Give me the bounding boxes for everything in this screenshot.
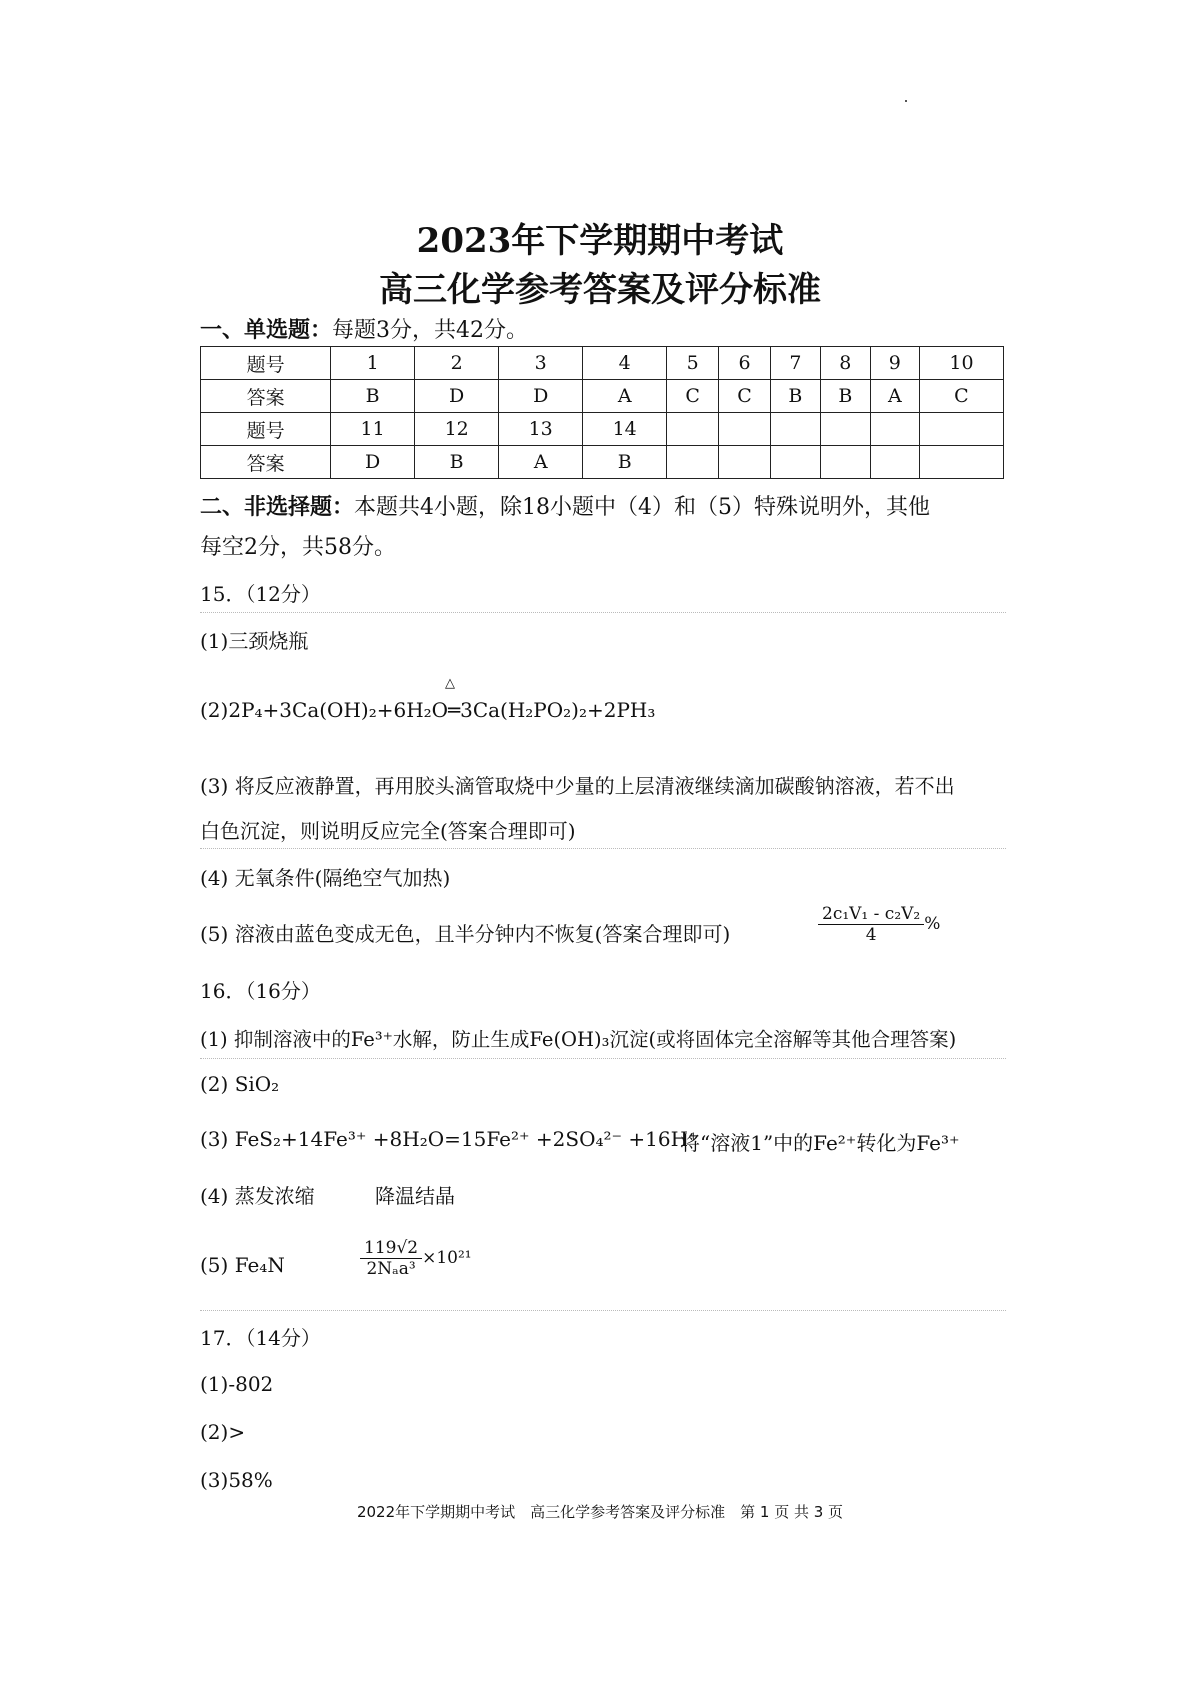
divider bbox=[200, 1310, 1006, 1311]
table-cell: 2 bbox=[415, 347, 499, 380]
table-cell: D bbox=[499, 380, 583, 413]
fraction bbox=[818, 904, 924, 945]
q15-answer-5: (5) 溶液由蓝色变成无色，且半分钟内不恢复(答案合理即可) bbox=[200, 922, 731, 946]
fraction-denominator: 2Nₐa³ bbox=[366, 1259, 416, 1279]
fraction-numerator: 2c₁V₁ - c₂V₂ bbox=[818, 904, 924, 925]
table-cell: B bbox=[583, 446, 667, 479]
row-header-cell: 答案 bbox=[201, 380, 331, 413]
table-cell bbox=[667, 413, 719, 446]
q16-answer-1: (1) 抑制溶液中的Fe³⁺水解，防止生成Fe(OH)₃沉淀(或将固体完全溶解等其他合理答案) bbox=[200, 1028, 957, 1051]
table-cell: 4 bbox=[583, 347, 667, 380]
table-cell bbox=[719, 413, 771, 446]
section2-heading bbox=[200, 490, 930, 521]
table-cell bbox=[919, 446, 1003, 479]
q16-answer-4b: 降温结晶 bbox=[375, 1184, 455, 1208]
table-cell: 3 bbox=[499, 347, 583, 380]
table-cell bbox=[770, 413, 820, 446]
table-cell bbox=[770, 446, 820, 479]
q16-answer-3-equation: (3) FeS₂+14Fe³⁺ +8H₂O=15Fe²⁺ +2SO₄²⁻ +16H⁺ bbox=[200, 1127, 699, 1151]
q15-answer-2-prefix: (2) bbox=[200, 698, 229, 722]
divider bbox=[200, 1058, 1006, 1059]
q16-answer-2: (2) SiO₂ bbox=[200, 1072, 280, 1096]
q15-answer-4: (4) 无氧条件(隔绝空气加热) bbox=[200, 866, 451, 890]
page-subtitle: 高三化学参考答案及评分标准 bbox=[379, 270, 821, 310]
q16-header: 16．（16分） bbox=[200, 979, 321, 1003]
table-cell: 9 bbox=[870, 347, 919, 380]
table-cell: C bbox=[667, 380, 719, 413]
table-cell: 11 bbox=[331, 413, 415, 446]
divider bbox=[200, 848, 1006, 849]
table-cell bbox=[919, 413, 1003, 446]
q15-formula bbox=[818, 904, 940, 945]
table-cell: B bbox=[415, 446, 499, 479]
answer-table bbox=[200, 346, 1004, 479]
q16-answer-5: (5) Fe₄N bbox=[200, 1253, 285, 1277]
page-footer: 2022年下学期期中考试 高三化学参考答案及评分标准 第 1 页 共 3 页 bbox=[356, 1503, 844, 1521]
q17-answer-3: (3)58% bbox=[200, 1468, 273, 1492]
table-cell: A bbox=[499, 446, 583, 479]
table-cell: 1 bbox=[331, 347, 415, 380]
table-cell: C bbox=[719, 380, 771, 413]
q15-answer-1: (1)三颈烧瓶 bbox=[200, 629, 309, 653]
table-cell bbox=[667, 446, 719, 479]
table-row bbox=[201, 347, 1004, 380]
divider bbox=[200, 612, 1006, 613]
q15-answer-3-line2: 白色沉淀，则说明反应完全(答案合理即可) bbox=[200, 819, 576, 843]
table-cell: 13 bbox=[499, 413, 583, 446]
section1-label: 一、单选题： bbox=[200, 317, 333, 343]
table-cell: A bbox=[583, 380, 667, 413]
table-cell: B bbox=[820, 380, 870, 413]
row-header-cell: 题号 bbox=[201, 347, 331, 380]
q15-answer-2 bbox=[200, 698, 655, 722]
percent-sign: % bbox=[924, 914, 941, 934]
table-cell bbox=[820, 446, 870, 479]
table-cell: B bbox=[770, 380, 820, 413]
q17-header: 17．（14分） bbox=[200, 1326, 321, 1350]
table-cell: C bbox=[919, 380, 1003, 413]
fraction-numerator: 119√2 bbox=[360, 1238, 422, 1259]
fraction-denominator: 4 bbox=[865, 925, 877, 945]
table-cell: 14 bbox=[583, 413, 667, 446]
q17-answer-2: (2)> bbox=[200, 1420, 246, 1444]
table-cell: 12 bbox=[415, 413, 499, 446]
table-cell bbox=[820, 413, 870, 446]
power-term: ×10²¹ bbox=[422, 1248, 472, 1268]
q16-answer-4a: (4) 蒸发浓缩 bbox=[200, 1184, 315, 1208]
table-cell: D bbox=[415, 380, 499, 413]
table-cell: B bbox=[331, 380, 415, 413]
scan-speck bbox=[905, 100, 907, 102]
table-cell bbox=[870, 413, 919, 446]
q16-formula bbox=[360, 1238, 472, 1279]
table-cell: 8 bbox=[820, 347, 870, 380]
section1-desc: 每题3分，共42分。 bbox=[332, 318, 529, 343]
section2-desc-line2: 每空2分，共58分。 bbox=[200, 535, 396, 560]
page-title: 2023年下学期期中考试 bbox=[416, 221, 784, 261]
heat-mark: △ bbox=[445, 676, 455, 691]
q15-header: 15．（12分） bbox=[200, 582, 321, 606]
section1-heading bbox=[200, 313, 528, 344]
table-row bbox=[201, 413, 1004, 446]
q15-answer-3-line1: (3) 将反应液静置，再用胶头滴管取烧中少量的上层清液继续滴加碳酸钠溶液，若不出 bbox=[200, 774, 955, 798]
table-row bbox=[201, 380, 1004, 413]
section2-label: 二、非选择题： bbox=[200, 494, 355, 520]
table-cell: 7 bbox=[770, 347, 820, 380]
q15-answer-2-equation: 2P₄+3Ca(OH)₂+6H₂O═3Ca(H₂PO₂)₂+2PH₃ bbox=[228, 698, 656, 722]
table-cell bbox=[870, 446, 919, 479]
row-header-cell: 题号 bbox=[201, 413, 331, 446]
section2-desc-line1: 本题共4小题，除18小题中（4）和（5）特殊说明外，其他 bbox=[354, 495, 931, 520]
table-cell: 5 bbox=[667, 347, 719, 380]
table-row bbox=[201, 446, 1004, 479]
table-cell bbox=[719, 446, 771, 479]
table-cell: D bbox=[331, 446, 415, 479]
table-cell: 6 bbox=[719, 347, 771, 380]
table-cell: 10 bbox=[919, 347, 1003, 380]
table-cell: A bbox=[870, 380, 919, 413]
q16-answer-3-note: 将“溶液1”中的Fe²⁺转化为Fe³⁺ bbox=[680, 1131, 960, 1155]
q17-answer-1: (1)-802 bbox=[200, 1372, 274, 1396]
fraction bbox=[360, 1238, 422, 1279]
row-header-cell: 答案 bbox=[201, 446, 331, 479]
